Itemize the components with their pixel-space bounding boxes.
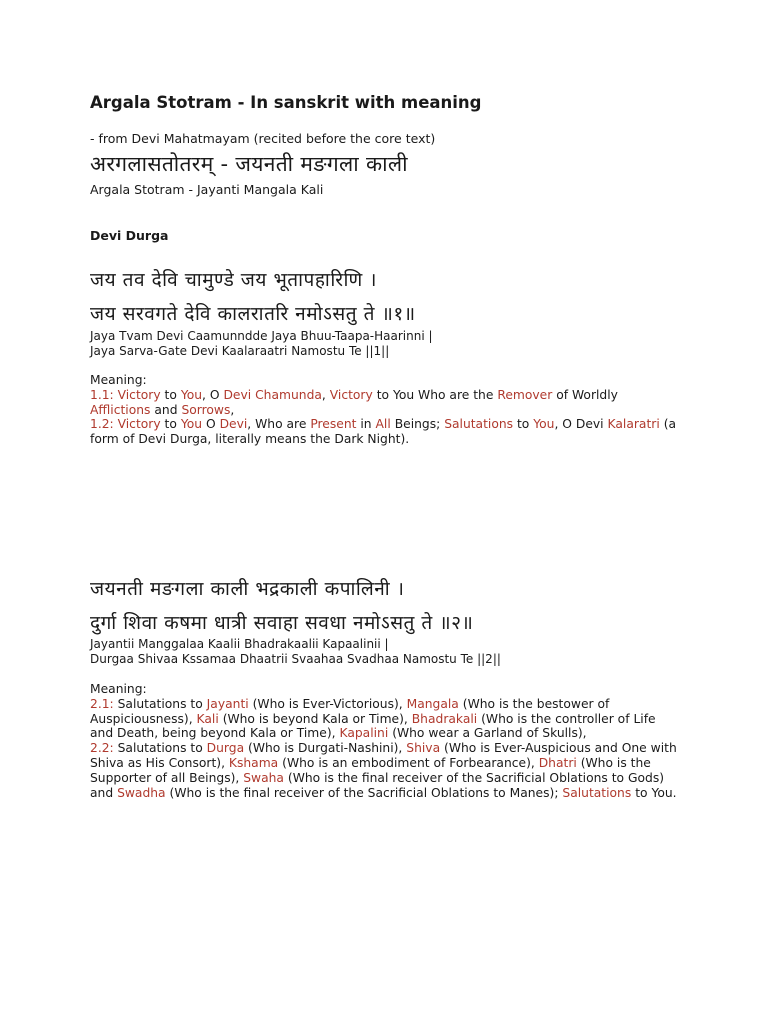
- text: , O Devi: [554, 417, 604, 432]
- keyword: You: [180, 417, 203, 432]
- text: to: [516, 417, 530, 432]
- text: (Who is Ever-Victorious),: [252, 696, 403, 711]
- text: (Who is the controller of Life and Death, being beyond Kala or Time),: [90, 711, 656, 741]
- keyword: Afflictions: [90, 402, 151, 417]
- verse2-translit-line1: Jayantii Manggalaa Kaalii Bhadrakaalii Kapaalinii |: [90, 637, 389, 651]
- text: (Who wear a Garland of Skulls),: [392, 726, 587, 741]
- transliterated-title: Argala Stotram - Jayanti Mangala Kali: [90, 182, 324, 197]
- keyword: Mangala: [406, 696, 459, 711]
- keyword: You: [533, 417, 555, 432]
- text: Salutations to: [117, 741, 203, 756]
- text: (a form of Devi Durga, literally means the Dark Night).: [90, 417, 677, 447]
- keyword: Salutations: [444, 417, 514, 432]
- keyword: Kalaratri: [607, 417, 660, 432]
- text: to You.: [635, 785, 677, 800]
- text: (Who is the Supporter of all Beings),: [90, 755, 651, 785]
- verse2-meaning-1: [90, 697, 680, 741]
- keyword: Bhadrakali: [411, 711, 478, 726]
- keyword: Kshama: [228, 755, 279, 770]
- verse2-meaning-2: [90, 741, 680, 800]
- keyword: Present: [310, 417, 357, 432]
- verse1-translit-line2: Jaya Sarva-Gate Devi Kaalaraatri Namostu Te ||1||: [90, 344, 390, 358]
- keyword: Kali: [196, 711, 219, 726]
- text: (Who is the bestower of Auspiciousness),: [90, 696, 610, 726]
- meaning-number: 2.1:: [90, 696, 114, 711]
- keyword: Remover: [497, 387, 553, 402]
- verse2-sanskrit-line1: जयनती मङगला काली भद्रकाली कपालिनी ।: [90, 578, 405, 600]
- meaning-number: 1.1:: [90, 387, 114, 402]
- keyword: Shiva: [406, 741, 441, 756]
- text: to: [164, 387, 177, 402]
- text: in: [360, 417, 372, 432]
- keyword: Victory: [329, 387, 373, 402]
- keyword: Salutations: [562, 785, 632, 800]
- keyword: Durga: [206, 741, 245, 756]
- sanskrit-title: अरगलासतोतरम् - जयनती मङगला काली: [90, 152, 408, 176]
- keyword: Dhatri: [538, 755, 577, 770]
- text: ,: [230, 402, 235, 417]
- text: and: [154, 402, 178, 417]
- keyword: Devi Chamunda: [223, 387, 322, 402]
- section-heading: Devi Durga: [90, 228, 169, 243]
- text: ,: [321, 387, 326, 402]
- text: (Who is the final receiver of the Sacrificial Oblations to Gods) and: [90, 770, 665, 800]
- keyword: Swaha: [243, 770, 284, 785]
- text: (Who is beyond Kala or Time),: [222, 711, 408, 726]
- text: (Who is an embodiment of Forbearance),: [282, 755, 535, 770]
- keyword: You: [180, 387, 203, 402]
- text: Salutations to: [117, 696, 203, 711]
- text: (Who is Durgati-Nashini),: [248, 741, 403, 756]
- verse1-meaning-1: [90, 388, 680, 418]
- keyword: Devi: [219, 417, 248, 432]
- verse2-meaning: [90, 682, 680, 800]
- keyword: Sorrows: [181, 402, 231, 417]
- text: of Worldly: [556, 387, 618, 402]
- text: O: [205, 417, 216, 432]
- verse2-translit-line2: Durgaa Shivaa Kssamaa Dhaatrii Svaahaa Svadhaa Namostu Te ||2||: [90, 652, 501, 666]
- text: , Who are: [247, 417, 307, 432]
- verse1-meaning-label: Meaning:: [90, 373, 147, 387]
- keyword: Kapalini: [339, 726, 389, 741]
- keyword: Swadha: [117, 785, 166, 800]
- keyword: All: [375, 417, 391, 432]
- keyword: Victory: [117, 417, 161, 432]
- verse1-sanskrit-line2: जय सरवगते देवि कालरातरि नमोऽसतु ते ॥१॥: [90, 303, 416, 325]
- verse1-meaning: [90, 373, 680, 447]
- verse1-meaning-2: [90, 417, 680, 447]
- meaning-number: 1.2:: [90, 417, 114, 432]
- text: Beings;: [394, 417, 441, 432]
- verse2-meaning-label: Meaning:: [90, 682, 147, 696]
- text: (Who is Ever-Auspicious and One with Shiva as His Consort),: [90, 741, 677, 770]
- verse1-translit-line1: Jaya Tvam Devi Caamunndde Jaya Bhuu-Taapa-Haarinni |: [90, 329, 433, 343]
- keyword: Jayanti: [206, 696, 249, 711]
- verse2-sanskrit-line2: दुर्गा शिवा कषमा धात्री सवाहा सवधा नमोऽसतु ते ॥२॥: [90, 612, 474, 634]
- page-title: Argala Stotram - In sanskrit with meaning: [90, 93, 482, 112]
- verse1-sanskrit-line1: जय तव देवि चामुण्डे जय भूतापहारिणि ।: [90, 269, 377, 291]
- meaning-number: 2.2:: [90, 741, 114, 756]
- source-note: - from Devi Mahatmayam (recited before the core text): [90, 131, 436, 146]
- text: to: [164, 417, 177, 432]
- keyword: Victory: [117, 387, 161, 402]
- text: (Who is the final receiver of the Sacrificial Oblations to Manes);: [169, 785, 559, 800]
- text: to You Who are the: [376, 387, 494, 402]
- text: , O: [202, 387, 220, 402]
